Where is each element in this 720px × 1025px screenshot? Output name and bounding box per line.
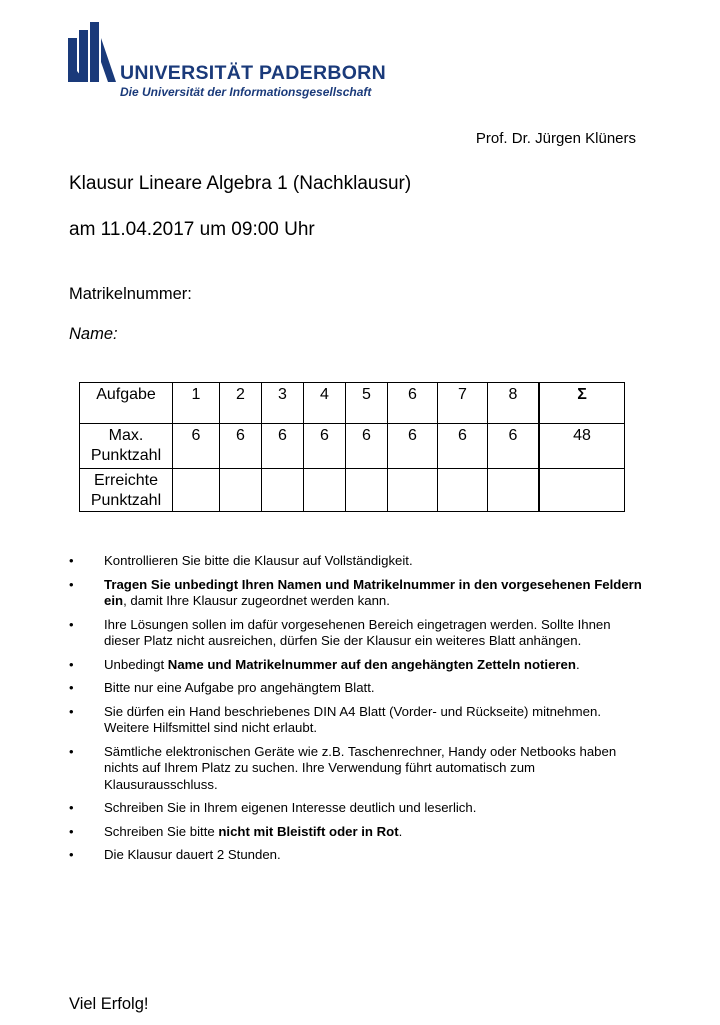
task-number-cell: 7 (438, 383, 488, 424)
rules-list (69, 553, 649, 871)
reached-points-label-line1: Erreichte (93, 472, 159, 489)
rule-item (69, 553, 649, 570)
reached-points-label-cell (80, 469, 173, 512)
max-points-cell: 6 (438, 424, 488, 469)
max-points-label-line1: Max. (108, 427, 144, 444)
rule-text: Die Klausur dauert 2 Stunden. (104, 847, 281, 862)
rule-item (69, 577, 649, 610)
max-points-cell: 6 (220, 424, 262, 469)
bullet-icon: • (69, 743, 74, 759)
bullet-icon: • (69, 823, 74, 839)
bullet-icon: • (69, 553, 74, 568)
exam-date: am 11.04.2017 um 09:00 Uhr (69, 219, 315, 240)
rule-text-bold: Tragen Sie unbedingt Ihren Namen und Matrikelnummer in den vorgesehenen Feldern ein (104, 576, 642, 608)
reached-points-cell (304, 469, 346, 512)
max-points-cell: 6 (488, 424, 540, 469)
bullet-icon: • (69, 656, 74, 672)
logo-subtitle: Die Universität der Informationsgesellschaft (120, 85, 372, 99)
rule-item (69, 617, 649, 650)
rule-text: Schreiben Sie in Ihrem eigenen Interesse deutlich und leserlich. (104, 800, 477, 815)
matrikel-label: Matrikelnummer: (69, 285, 192, 303)
exam-title: Klausur Lineare Algebra 1 (Nachklausur) (69, 173, 412, 194)
rule-text: Sämtliche elektronischen Geräte wie z.B. Taschenrechner, Handy oder Netbooks haben nichts auf Ihrem Platz zu suchen. Ihre Verwendung führt automatisch zum Klausurausschluss. (104, 743, 617, 792)
rule-item (69, 680, 649, 697)
table-row-max-points (80, 424, 625, 469)
rule-text: Sie dürfen ein Hand beschriebenes DIN A4 Blatt (Vorder- und Rückseite) mitnehmen. Weitere Hilfsmittel sind nicht erlaubt. (104, 703, 601, 735)
rule-text: Ihre Lösungen sollen im dafür vorgesehenen Bereich eingetragen werden. Sollte Ihnen dieser Platz nicht ausreichen, dürfen Sie der Klausur ein weiteres Blatt anhängen. (104, 616, 611, 648)
rule-text: . (398, 823, 403, 839)
bullet-icon: • (69, 680, 74, 695)
rule-text: Bitte nur eine Aufgabe pro angehängtem Blatt. (104, 680, 375, 695)
max-points-cell: 6 (388, 424, 438, 469)
logo-title: UNIVERSITÄT PADERBORN (120, 62, 386, 84)
score-table (79, 382, 625, 512)
rule-text: . (575, 656, 580, 672)
name-label: Name: (69, 325, 118, 343)
max-points-cell: 6 (346, 424, 388, 469)
rule-item (69, 657, 649, 674)
university-logo-mark-icon (66, 20, 118, 82)
bullet-icon: • (69, 616, 74, 632)
bullet-icon: • (69, 703, 74, 719)
max-points-cell: 6 (173, 424, 220, 469)
reached-points-cell (220, 469, 262, 512)
reached-points-label-line2: Punktzahl (90, 492, 162, 509)
task-number-cell: 1 (173, 383, 220, 424)
max-points-cell: 6 (262, 424, 304, 469)
reached-points-cell (346, 469, 388, 512)
task-number-cell: 2 (220, 383, 262, 424)
bullet-icon: • (69, 576, 74, 592)
rule-item (69, 824, 649, 841)
max-points-label-cell (80, 424, 173, 469)
rule-text: Kontrollieren Sie bitte die Klausur auf Vollständigkeit. (104, 553, 413, 568)
reached-points-cell (438, 469, 488, 512)
closing-text: Viel Erfolg! (69, 995, 149, 1013)
rule-text: , damit Ihre Klausur zugeordnet werden kann. (123, 593, 390, 608)
task-number-cell: 3 (262, 383, 304, 424)
task-number-cell: 6 (388, 383, 438, 424)
reached-points-cell (173, 469, 220, 512)
reached-points-cell (262, 469, 304, 512)
table-row-reached-points (80, 469, 625, 512)
rule-item (69, 847, 649, 864)
task-number-cell: 8 (488, 383, 540, 424)
task-number-cell: 5 (346, 383, 388, 424)
table-row-task (80, 383, 625, 424)
bullet-icon: • (69, 847, 74, 862)
author-name: Prof. Dr. Jürgen Klüners (475, 130, 636, 147)
bullet-icon: • (69, 800, 74, 815)
reached-points-cell (488, 469, 540, 512)
rule-item (69, 704, 649, 737)
reached-total-cell (539, 469, 625, 512)
max-points-cell: 6 (304, 424, 346, 469)
rule-item (69, 744, 649, 794)
rule-text-bold: nicht mit Bleistift oder in Rot (218, 823, 399, 839)
reached-points-cell (388, 469, 438, 512)
sum-symbol-cell: Σ (539, 383, 625, 424)
task-header-cell: Aufgabe (80, 383, 173, 424)
university-logo (66, 20, 386, 102)
rule-text: Unbedingt (104, 656, 168, 672)
rule-text: Schreiben Sie bitte (104, 823, 219, 839)
task-number-cell: 4 (304, 383, 346, 424)
rule-text-bold: Name und Matrikelnummer auf den angehängten Zetteln notieren (167, 656, 576, 672)
max-total-cell: 48 (539, 424, 625, 469)
rule-item (69, 800, 649, 817)
max-points-label-line2: Punktzahl (90, 447, 162, 464)
